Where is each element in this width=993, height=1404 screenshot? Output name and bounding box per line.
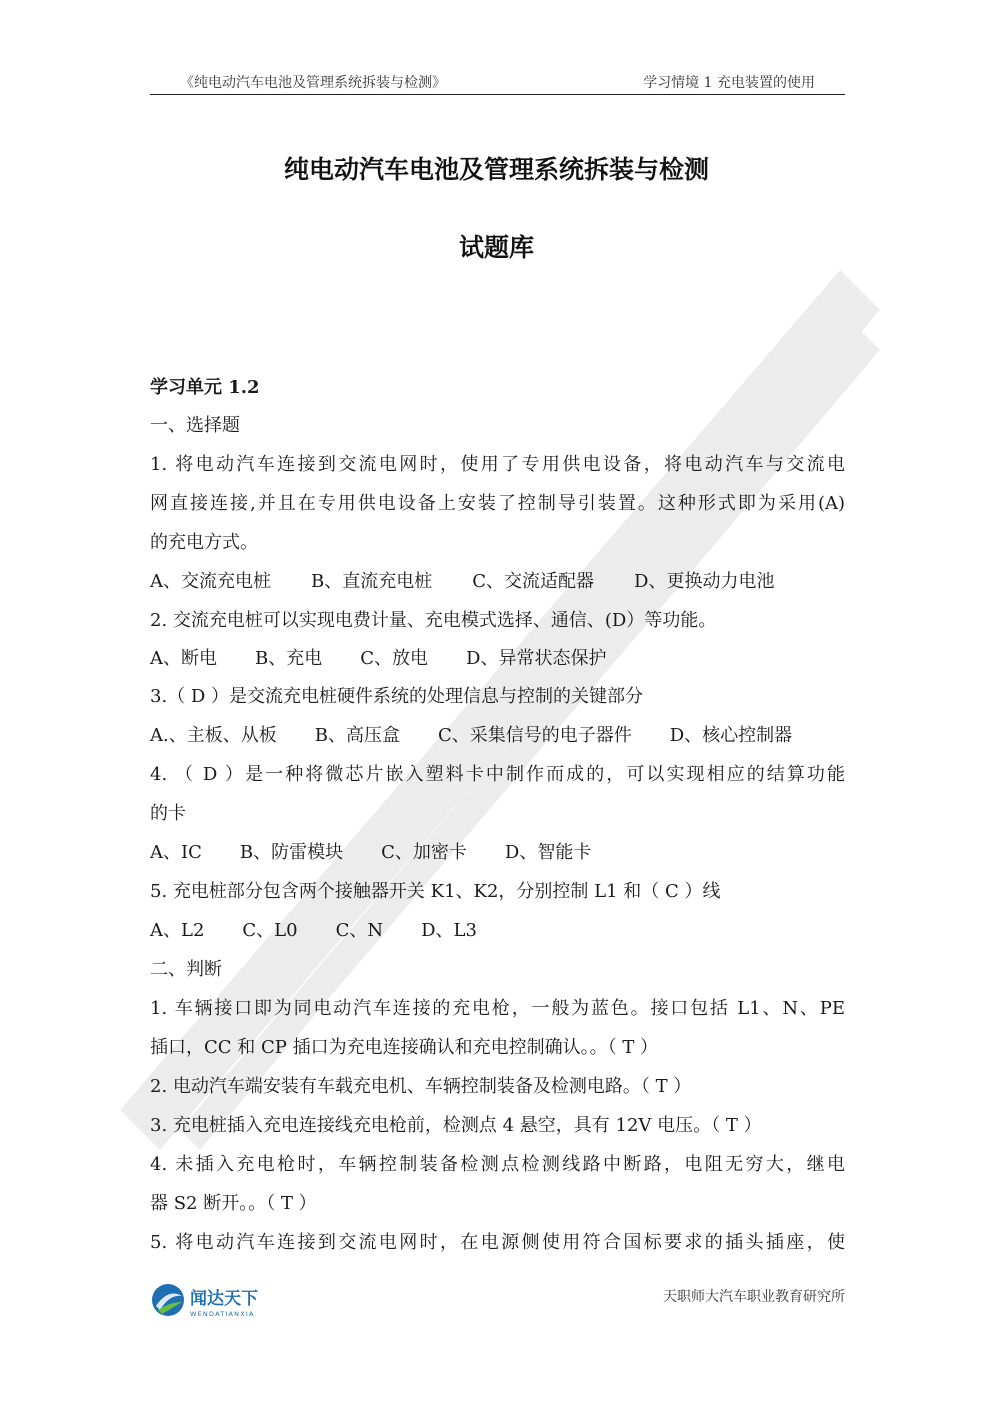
q2-line1: 2. 交流充电桩可以实现电费计量、充电模式选择、通信、(D）等功能。 bbox=[150, 610, 717, 631]
q4-option-a: A、IC bbox=[150, 842, 202, 863]
j4-line1: 4. 未插入充电枪时，车辆控制装备检测点检测线路中断路，电阻无穷大，继电 bbox=[150, 1154, 845, 1175]
q4-option-d: D、智能卡 bbox=[504, 842, 592, 863]
q3-line1: 3.（ D ）是交流充电桩硬件系统的处理信息与控制的关键部分 bbox=[150, 686, 644, 707]
logo-subtext: WENDATIANXIA bbox=[190, 1310, 255, 1318]
header-book-title: 《纯电动汽车电池及管理系统拆装与检测》 bbox=[180, 75, 446, 91]
j3-line: 3. 充电桩插入充电连接线充电枪前，检测点 4 悬空，具有 12V 电压。（ T ） bbox=[150, 1115, 762, 1136]
q2-option-a: A、断电 bbox=[150, 648, 217, 669]
q2-options bbox=[150, 640, 845, 677]
q3-option-b: B、高压盒 bbox=[314, 725, 400, 746]
judge-heading: 二、判断 bbox=[150, 959, 222, 980]
q5-options bbox=[150, 911, 845, 950]
q3-option-d: D、核心控制器 bbox=[669, 725, 793, 746]
q4-option-c: C、加密卡 bbox=[381, 842, 467, 863]
q1-option-c: C、交流适配器 bbox=[472, 571, 595, 592]
q2-option-b: B、充电 bbox=[255, 648, 323, 669]
logo-text: 闻达天下 bbox=[190, 1289, 258, 1309]
wendatianxia-logo bbox=[150, 1280, 290, 1320]
q1-options bbox=[150, 562, 845, 601]
q1-option-d: D、更换动力电池 bbox=[634, 571, 775, 592]
j1-line2: 插口，CC 和 CP 插口为充电连接确认和充电控制确认。。（ T ） bbox=[150, 1037, 659, 1058]
q4-options bbox=[150, 833, 845, 872]
q5-line1: 5. 充电桩部分包含两个接触器开关 K1、K2，分别控制 L1 和（ C ）线 bbox=[150, 881, 721, 902]
q1-option-b: B、直流充电桩 bbox=[311, 571, 433, 592]
j2-line: 2. 电动汽车端安装有车载充电机、车辆控制装备及检测电路。（ T ） bbox=[150, 1076, 692, 1097]
q2-option-d: D、异常状态保护 bbox=[466, 648, 607, 669]
q4-line2: 的卡 bbox=[150, 803, 186, 824]
q1-option-a: A、交流充电桩 bbox=[150, 571, 271, 592]
page-header bbox=[150, 68, 845, 95]
choice-heading: 一、选择题 bbox=[150, 415, 240, 436]
q2-option-c: C、放电 bbox=[360, 648, 429, 669]
page-footer bbox=[150, 1280, 845, 1320]
q1-line2: 网直接连接,并且在专用供电设备上安装了控制导引装置。这种形式即为采用(A) bbox=[150, 493, 845, 514]
j5-line1: 5. 将电动汽车连接到交流电网时，在电源侧使用符合国标要求的插头插座，使 bbox=[150, 1232, 845, 1253]
q4-line1: 4. （ D ）是一种将微芯片嵌入塑料卡中制作而成的，可以实现相应的结算功能 bbox=[150, 764, 845, 785]
q5-option-c: C、N bbox=[335, 920, 384, 941]
q1-line3: 的充电方式。 bbox=[150, 532, 258, 553]
document-subtitle: 试题库 bbox=[458, 233, 534, 262]
header-section: 学习情境 1 充电装置的使用 bbox=[643, 75, 815, 91]
q1-line1: 1. 将电动汽车连接到交流电网时，使用了专用供电设备，将电动汽车与交流电 bbox=[150, 454, 845, 475]
j4-line2: 器 S2 断开。。（ T ） bbox=[150, 1193, 317, 1214]
q5-option-a: A、L2 bbox=[150, 920, 205, 941]
document-title: 纯电动汽车电池及管理系统拆装与检测 bbox=[283, 155, 709, 184]
footer-organization: 天职师大汽车职业教育研究所 bbox=[663, 1289, 845, 1305]
q4-option-b: B、防雷模块 bbox=[239, 842, 344, 863]
q5-option-b: C、L0 bbox=[242, 920, 298, 941]
unit-heading: 学习单元 1.2 bbox=[150, 377, 260, 398]
question-content bbox=[150, 370, 845, 1262]
q3-options bbox=[150, 716, 845, 755]
q5-option-d: D、L3 bbox=[421, 920, 477, 941]
q3-option-c: C、采集信号的电子器件 bbox=[437, 725, 632, 746]
q3-option-a: A.、主板、从板 bbox=[150, 725, 277, 746]
j1-line1: 1. 车辆接口即为同电动汽车连接的充电枪，一般为蓝色。接口包括 L1、N、PE bbox=[150, 998, 845, 1019]
